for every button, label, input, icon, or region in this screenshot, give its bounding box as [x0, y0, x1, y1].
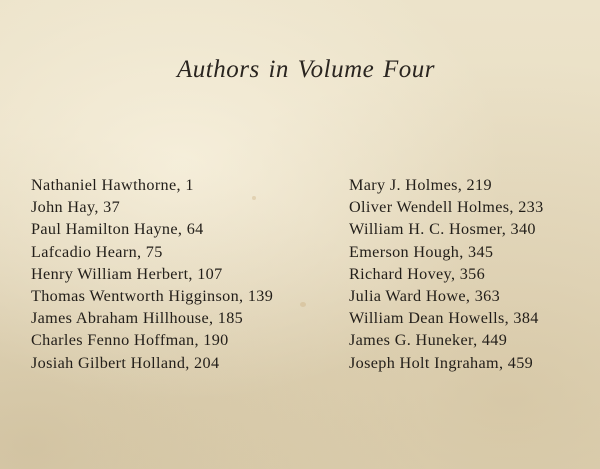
author-entry: Charles Fenno Hoffman, 190: [31, 331, 229, 350]
author-entry: Paul Hamilton Hayne, 64: [31, 220, 204, 239]
author-list-right: [349, 174, 544, 374]
author-entry: William H. C. Hosmer, 340: [349, 220, 536, 239]
author-list-left: [31, 174, 273, 374]
author-entry: Oliver Wendell Holmes, 233: [349, 198, 544, 217]
author-entry: John Hay, 37: [31, 198, 121, 217]
author-entry: Emerson Hough, 345: [349, 242, 494, 261]
author-entry: Nathaniel Hawthorne, 1: [31, 176, 194, 194]
author-entry: William Dean Howells, 384: [349, 309, 539, 328]
author-entry: Mary J. Holmes, 219: [349, 176, 492, 194]
author-entry: Richard Hovey, 356: [349, 264, 486, 283]
paper-stain: [300, 302, 306, 307]
author-entry: James Abraham Hillhouse, 185: [31, 309, 244, 328]
author-entry: Thomas Wentworth Higginson, 139: [31, 286, 274, 305]
author-entry: Henry William Herbert, 107: [31, 264, 223, 283]
author-entry: James G. Huneker, 449: [349, 331, 508, 350]
author-entry: Julia Ward Howe, 363: [349, 286, 501, 305]
author-entry: Lafcadio Hearn, 75: [31, 242, 163, 261]
author-entry: Joseph Holt Ingraham, 459: [349, 353, 534, 372]
author-entry: Josiah Gilbert Holland, 204: [31, 353, 220, 372]
page-title: Authors in Volume Four: [177, 56, 435, 83]
